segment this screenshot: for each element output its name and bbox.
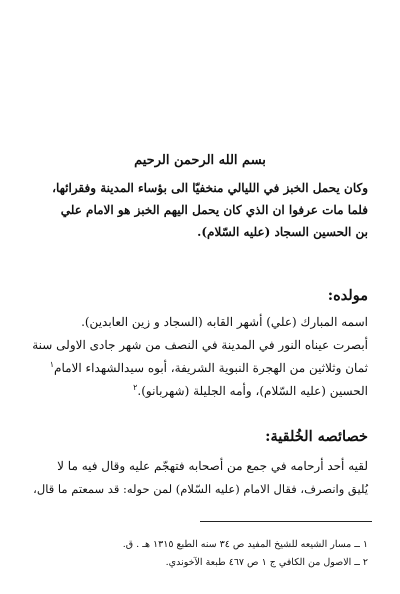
character-section-heading: خصائصه الخُلقية: — [265, 428, 368, 445]
footnote: ٢ ــ الاصول من الكافي ج ١ ص ٤٦٧ طبعة الآخوندي. — [165, 557, 368, 568]
intro-line: بن الحسين السجاد (عليه السّلام). — [197, 225, 368, 239]
footnote-mark: ٢ — [133, 383, 138, 392]
basmala-heading: بسم الله الرحمن الرحيم — [134, 153, 266, 168]
intro-line: وكان يحمل الخبز في الليالي منخفيّا الى بؤساء المدينة وفقرائها، — [52, 181, 368, 195]
character-paragraph-line: يُليق وانصرف، فقال الامام (عليه السّلام) لمن حوله: قد سمعتم ما قال، — [33, 482, 368, 496]
birth-paragraph-line — [50, 361, 368, 375]
birth-paragraph-line: أبصرت عيناه النور في المدينة في النصف من شهر جادى الاولى سنة — [32, 338, 368, 352]
birth-paragraph-line — [133, 384, 368, 398]
character-paragraph-line: لقيه أحد أرحامه في جمع من أصحابه فتهجّم عليه وقال فيه ما لا — [57, 459, 368, 473]
birth-paragraph-text: ثمان وثلاثين من الهجرة النبوية الشريفة، أبوه سيدالشهداء الامام — [54, 361, 368, 375]
footnote-divider — [200, 521, 372, 522]
footnote: ١ ــ مسار الشيعه للشيخ المفيد ص ٣٤ سنه الطبع ١٣١٥ هـ . ق. — [122, 539, 368, 550]
birth-section-heading: مولده: — [327, 287, 368, 304]
birth-paragraph-text: الحسين (عليه السّلام)، وأمه الجليلة (شهربانو). — [137, 384, 368, 398]
intro-line: فلما مات عرفوا ان الذي كان يحمل اليهم الخبز هو الامام علي — [60, 203, 368, 217]
footnote-mark: ١ — [49, 360, 55, 369]
birth-paragraph-line: اسمه المبارك (علي) أشهر القابه (السجاد و زين العابدين). — [81, 315, 368, 329]
